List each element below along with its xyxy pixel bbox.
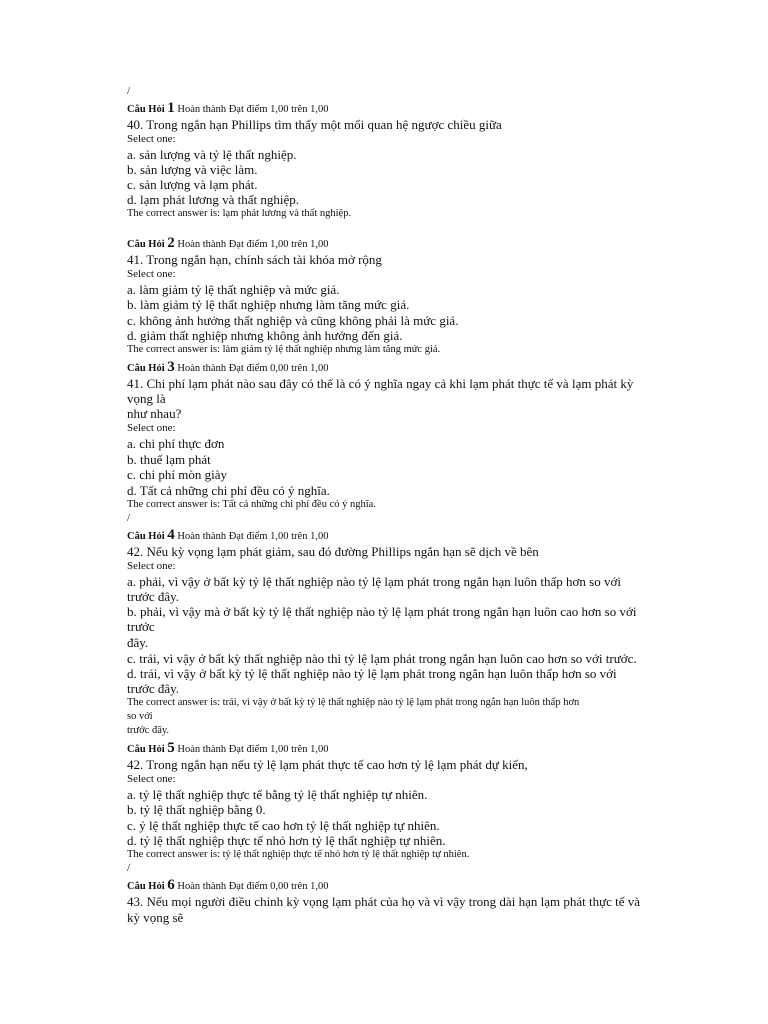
answer-option: d. tỷ lệ thất nghiệp thực tế nhỏ hơn tỷ lệ thất nghiệp tự nhiên.: [127, 833, 446, 848]
question-status: Hoàn thành Đạt điểm 1,00 trên 1,00: [177, 104, 329, 115]
answer-option: d. trái, vì vậy ở bất kỳ tỷ lệ thất nghiệp nào tỷ lệ lạm phát trong ngắn hạn luôn thấp hơn so với: [127, 666, 617, 681]
question-text: như nhau?: [127, 406, 182, 421]
answer-option: trước đây.: [127, 589, 180, 604]
answer-option: d. giảm thất nghiệp nhưng không ảnh hưởng đến giá.: [127, 328, 403, 343]
question-label: Câu Hỏi: [127, 239, 165, 250]
question-number: 2: [167, 235, 175, 251]
answer-option: a. làm giảm tỷ lệ thất nghiệp và mức giá.: [127, 282, 340, 297]
answer-option: c. sản lượng và lạm phát.: [127, 177, 258, 192]
answer-option: a. sản lượng và tỷ lệ thất nghiệp.: [127, 147, 297, 162]
answer-option: b. tỷ lệ thất nghiệp bằng 0.: [127, 802, 266, 817]
question-header: [127, 236, 328, 251]
question-header: [127, 878, 328, 893]
answer-option: trước: [127, 619, 155, 634]
answer-option: c. chi phí mòn giày: [127, 467, 228, 482]
answer-option: d. Tất cả những chi phí đều có ý nghĩa.: [127, 483, 330, 498]
question-text: kỳ vọng sẽ: [127, 910, 184, 925]
question-number: 3: [167, 359, 175, 375]
answer-option: đây.: [127, 635, 149, 650]
answer-option: a. chi phí thực đơn: [127, 436, 225, 451]
question-label: Câu Hỏi: [127, 744, 165, 755]
answer-option: a. phải, vì vậy ở bất kỳ tỷ lệ thất nghiệp nào tỷ lệ lạm phát trong ngắn hạn luôn thấp hơn so với: [127, 574, 621, 589]
question-label: Câu Hỏi: [127, 881, 165, 892]
answer-option: trước đây.: [127, 681, 180, 696]
question-text: 42. Trong ngắn hạn nếu tỷ lệ lạm phát thực tế cao hơn tỷ lệ lạm phát dự kiến,: [127, 757, 528, 772]
question-header: [127, 360, 328, 375]
question-header: [127, 101, 328, 116]
select-one-label: Select one:: [127, 773, 176, 785]
question-label: Câu Hỏi: [127, 104, 165, 115]
question-text: 41. Trong ngắn hạn, chính sách tài khóa mở rộng: [127, 252, 382, 267]
separator-slash: /: [127, 85, 131, 97]
question-number: 5: [167, 740, 175, 756]
question-header: [127, 528, 328, 543]
question-text: 41. Chi phí lạm phát nào sau đây có thể là có ý nghĩa ngay cả khi lạm phát thực tế và lạm phát kỳ: [127, 376, 634, 391]
question-status: Hoàn thành Đạt điểm 1,00 trên 1,00: [177, 531, 329, 542]
question-number: 6: [167, 877, 175, 893]
select-one-label: Select one:: [127, 422, 176, 434]
question-label: Câu Hỏi: [127, 363, 165, 374]
separator-slash: /: [127, 512, 131, 524]
answer-option: b. sản lượng và việc làm.: [127, 162, 258, 177]
select-one-label: Select one:: [127, 268, 176, 280]
correct-answer-text: The correct answer is: Tất cả những chi phí đều có ý nghĩa.: [127, 499, 376, 510]
question-header: [127, 741, 328, 756]
answer-option: b. làm giảm tỷ lệ thất nghiệp nhưng làm tăng mức giá.: [127, 297, 410, 312]
question-status: Hoàn thành Đạt điểm 1,00 trên 1,00: [177, 239, 329, 250]
answer-option: c. trái, vì vậy ở bất kỳ thất nghiệp nào thì tỷ lệ lạm phát trong ngắn hạn luôn cao hơn so với trước.: [127, 651, 637, 666]
answer-option: d. lạm phát lương và thất nghiệp.: [127, 192, 300, 207]
correct-answer-text: trước đây.: [127, 725, 170, 736]
question-number: 4: [167, 527, 175, 543]
separator-slash: /: [127, 862, 131, 874]
question-number: 1: [167, 100, 175, 116]
answer-option: b. thuế lạm phát: [127, 452, 211, 467]
answer-option: c. ỷ lệ thất nghiệp thực tế cao hơn tỷ lệ thất nghiệp tự nhiên.: [127, 818, 440, 833]
correct-answer-text: The correct answer is: làm giảm tỷ lệ thất nghiệp nhưng làm tăng mức giá.: [127, 344, 441, 355]
question-status: Hoàn thành Đạt điểm 1,00 trên 1,00: [177, 744, 329, 755]
question-text: 40. Trong ngắn hạn Phillips tìm thấy một mối quan hệ ngược chiều giữa: [127, 117, 502, 132]
question-text: vọng là: [127, 391, 166, 406]
question-status: Hoàn thành Đạt điểm 0,00 trên 1,00: [177, 881, 329, 892]
answer-option: a. tỷ lệ thất nghiệp thực tế bằng tỷ lệ thất nghiệp tự nhiên.: [127, 787, 428, 802]
correct-answer-text: The correct answer is: lạm phát lương và thất nghiệp.: [127, 208, 352, 219]
answer-option: b. phải, vì vậy mà ở bất kỳ tỷ lệ thất nghiệp nào tỷ lệ lạm phát trong ngắn hạn luôn cao hơn so với: [127, 604, 637, 619]
question-status: Hoàn thành Đạt điểm 0,00 trên 1,00: [177, 363, 329, 374]
answer-option: c. không ảnh hưởng thất nghiệp và cũng không phải là mức giá.: [127, 313, 459, 328]
correct-answer-text: The correct answer is: tỷ lệ thất nghiệp thực tế nhỏ hơn tỷ lệ thất nghiệp tự nhiên.: [127, 849, 470, 860]
select-one-label: Select one:: [127, 560, 176, 572]
correct-answer-text: so với: [127, 711, 153, 722]
correct-answer-text: The correct answer is: trái, vì vậy ở bất kỳ tỷ lệ thất nghiệp nào tỷ lệ lạm phát trong ngắn hạn luôn thấp hơn: [127, 697, 580, 708]
question-label: Câu Hỏi: [127, 531, 165, 542]
question-text: 42. Nếu kỳ vọng lạm phát giảm, sau đó đường Phillips ngắn hạn sẽ dịch về bên: [127, 544, 539, 559]
select-one-label: Select one:: [127, 133, 176, 145]
question-text: 43. Nếu mọi người điều chỉnh kỳ vọng lạm phát của họ và vì vậy trong dài hạn lạm phát thực tế và: [127, 894, 641, 909]
